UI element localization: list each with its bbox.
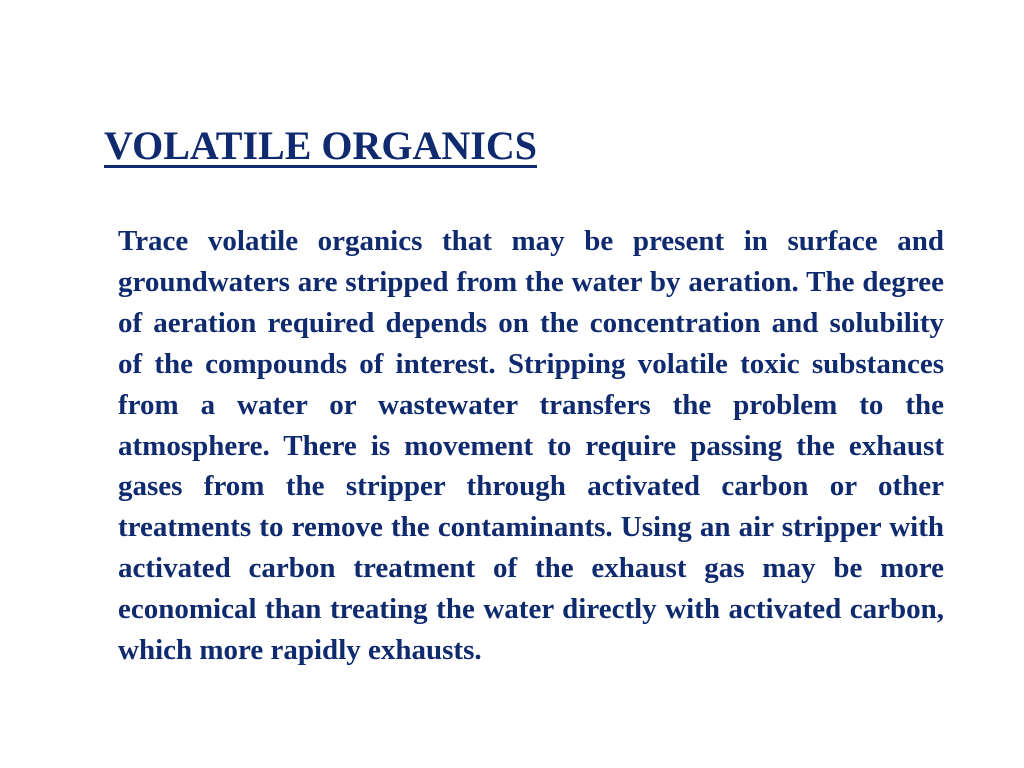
slide-body-paragraph: Trace volatile organics that may be present in surface and groundwaters are stripped from the water by aeration. The degree of aeration required depends on the concentration and solubility of the compounds of interest. Stripping volatile toxic substances from a water or wastewater transfers the problem to the atmosphere. There is movement to require passing the exhaust gases from the stripper through activated carbon or other treatments to remove the contaminants. Using an air stripper with activated carbon treatment of the exhaust gas may be more economical than treating the water directly with activated carbon, which more rapidly exhausts. — [118, 225, 944, 667]
slide-title: VOLATILE ORGANICS — [104, 123, 537, 168]
